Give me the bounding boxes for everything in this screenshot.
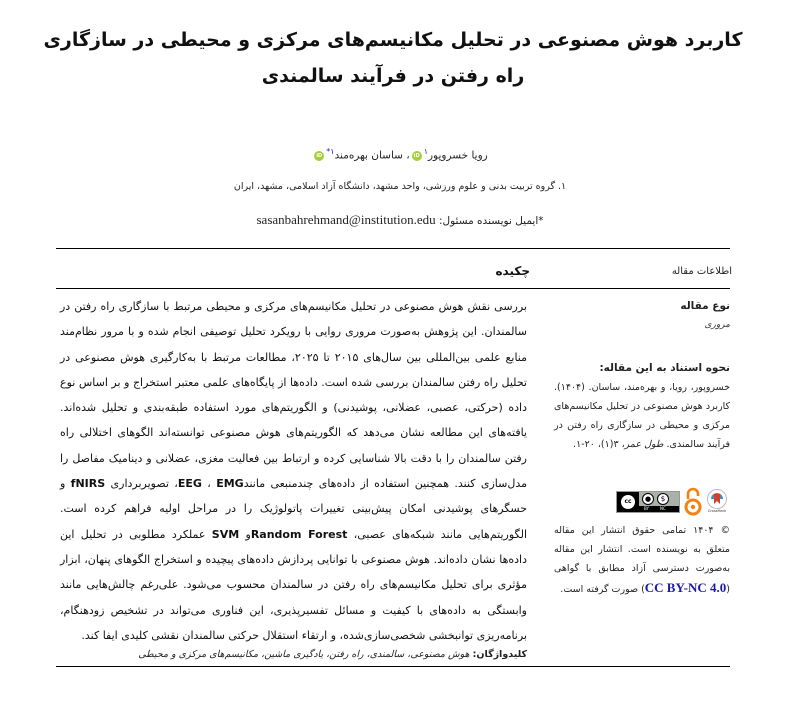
- license-link[interactable]: CC BY-NC 4.0: [644, 580, 727, 595]
- abstract-text: عملکرد مطلوبی در تحلیل این داده‌ها نشان داده‌اند. هوش مصنوعی با توانایی پردازش داده‌های پیچیده و استخراج الگوهای پنهان، ابزار مؤثری برای تحلیل مکانیسم‌های راه رفتن در سالمندان محسوب می‌شود. علی‌رغم چالش‌هایی مانند وابستگی به داده‌های با کیفیت و مسائل تفسیرپذیری، این فناوری می‌تواند در تشخیص زودهنگام، برنامه‌ریزی توانبخشی شخصی‌سازی‌شده، و ارتقاء استقلال حرکتی سالمندان نقشی کلیدی ایفا کند.: [60, 527, 527, 642]
- abstract-body: [60, 294, 527, 648]
- orcid-icon[interactable]: iD: [412, 151, 422, 161]
- copyright-notice: [554, 521, 730, 599]
- by-attribution-icon: ●: [642, 493, 654, 505]
- term-emg: EMG: [216, 477, 244, 491]
- citation-label: نحوه استناد به این مقاله:: [599, 362, 730, 374]
- email-address[interactable]: sasanbahrehmand@institution.edu: [256, 212, 436, 227]
- affiliation-mark: ۱: [423, 147, 428, 156]
- author-name[interactable]: ساسان بهره‌مند: [334, 149, 403, 162]
- citation-journal: طول عمر: [624, 439, 664, 450]
- header-divider: [56, 288, 730, 289]
- citation-volume: ، ۳(۱)، ۲۰-۱.: [573, 439, 625, 450]
- article-info-header: اطلاعات مقاله: [671, 266, 732, 277]
- keywords-list: هوش مصنوعی، سالمندی، راه رفتن، یادگیری ماشین، مکانیسم‌های مرکزی و محیطی: [138, 649, 470, 660]
- citation-body: خسروپور، رویا، و بهره‌مند، ساسان. (۱۴۰۴). کاربرد هوش مصنوعی در تحلیل مکانیسم‌های مرکزی و محیطی در سازگاری راه رفتن در فرآیند سالمندی.: [554, 382, 730, 450]
- abstract-sep: ،: [201, 477, 217, 491]
- abstract-text: ، تصویربرداری: [105, 477, 178, 491]
- author-list: [150, 144, 650, 164]
- noncommercial-icon: $: [657, 493, 669, 505]
- keywords-label: کلیدواژگان:: [472, 649, 527, 660]
- affiliation-mark: ۱: [330, 147, 335, 156]
- author-separator: ،: [402, 149, 410, 162]
- copyright-text: © ۱۴۰۴ تمامی حقوق انتشار این مقاله متعلق به نویسنده است. انتشار این مقاله به‌صورت دسترسی آزاد مطابق با گواهی (: [554, 525, 730, 595]
- crossmark-label: CrossMark: [707, 509, 727, 513]
- article-title: کاربرد هوش مصنوعی در تحلیل مکانیسم‌های مرکزی و محیطی در سازگاری راه رفتن در فرآیند سالمندی: [43, 29, 743, 87]
- corresponding-email: [150, 212, 650, 229]
- affiliation: ۱. گروه تربیت بدنی و علوم ورزشی، واحد مشهد، دانشگاه آزاد اسلامی، مشهد، ایران: [233, 181, 567, 192]
- top-divider: [56, 248, 730, 249]
- by-label: BY: [644, 506, 649, 511]
- author-name[interactable]: رویا خسروپور: [427, 149, 488, 162]
- corresponding-mark: *: [326, 147, 331, 156]
- abstract-text: و حسگرهای پوشیدنی امکان پیش‌بینی تغییرات پاتولوژیک را در مراحل اولیه فراهم کرده است. الگوریتم‌هایی مانند شبکه‌های عصبی،: [60, 477, 528, 541]
- copyright-text-end: ) صورت گرفته است.: [560, 584, 645, 595]
- crossmark-icon[interactable]: [706, 489, 728, 515]
- term-fnirs: fNIRS: [70, 477, 106, 491]
- article-type-label: نوع مقاله: [680, 300, 730, 312]
- cc-by-nc-badge[interactable]: [616, 491, 680, 513]
- abstract-header: چکیده: [495, 264, 530, 278]
- cc-badge-strip: [639, 506, 679, 512]
- cc-icon: cc: [620, 494, 636, 510]
- open-access-icon: [684, 487, 702, 517]
- article-info-panel: [554, 298, 730, 454]
- email-label: *ایمیل نویسنده مسئول:: [438, 215, 544, 227]
- term-svm: SVM: [211, 527, 240, 541]
- orcid-icon[interactable]: iD: [314, 151, 324, 161]
- abstract-text: بررسی نقش هوش مصنوعی در تحلیل مکانیسم‌های مرکزی و محیطی مرتبط با سازگاری راه رفتن در سالمندان. این پژوهش به‌صورت مروری روایی با رویکرد تحلیل توصیفی انجام شده و با مرور نظام‌مند منابع علمی بین‌المللی بین سال‌های ۲۰۱۵ تا ۲۰۲۵، مطالعات مرتبط با به‌کارگیری هوش مصنوعی در تحلیل راه رفتن سالمندان بررسی شده است. داده‌ها از پایگاه‌های علمی معتبر استخراج و بر اساس نوع داده (حرکتی، عصبی، عضلانی، پوشیدنی) و الگوریتم‌های مورد استفاده طبقه‌بندی و تحلیل شده‌اند. یافته‌های این مطالعه نشان می‌دهد که الگوریتم‌های هوش مصنوعی توانسته‌اند الگوهای اختلالی راه رفتن سالمندان را با دقت بالا شناسایی کرده و ارتباط بین فعالیت مغزی، عضلانی و دینامیک مفاصل را مدل‌سازی کنند. همچنین استفاده از داده‌های چندمنبعی مانند: [60, 300, 528, 491]
- nc-label: NC: [660, 506, 666, 511]
- term-random-forest: Random Forest: [250, 527, 348, 541]
- abstract-text: و: [239, 527, 251, 541]
- license-icons: [616, 487, 728, 519]
- citation-text: [554, 378, 730, 454]
- term-eeg: EEG: [177, 477, 202, 491]
- bottom-divider: [56, 666, 730, 667]
- keywords: [60, 648, 527, 662]
- article-type-value: مروری: [704, 320, 730, 330]
